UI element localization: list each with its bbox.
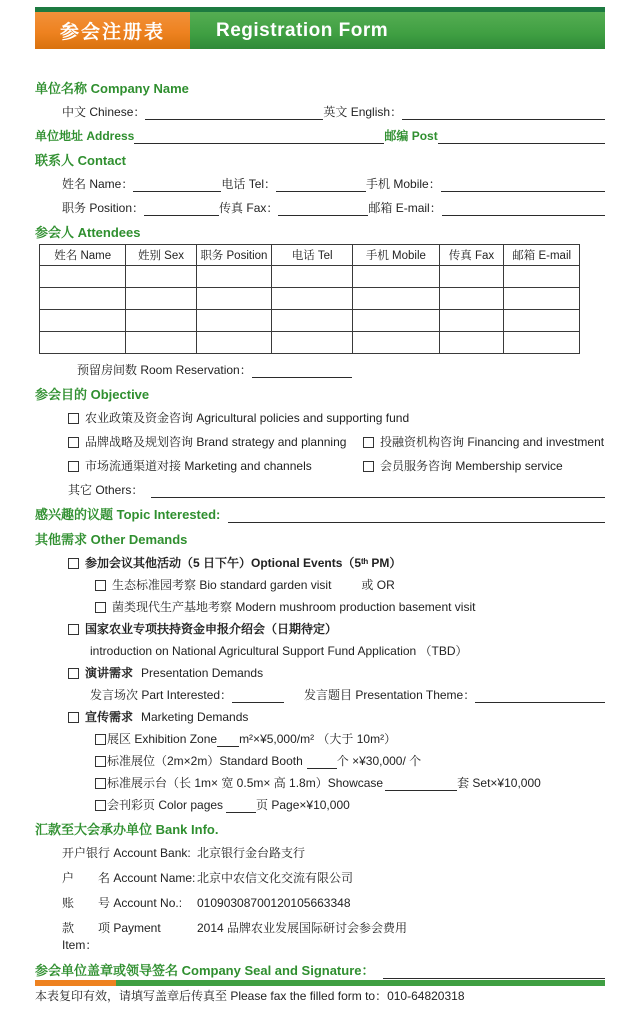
exhibition-zone-price: m²×¥5,000/m² （大于 10m²） — [239, 732, 397, 746]
address-line[interactable] — [134, 130, 384, 144]
company-seal-signature-line[interactable] — [383, 965, 606, 979]
attendees-column-header: 姓别 Sex — [126, 245, 196, 266]
presentation-demands-label-en: Presentation Demands — [141, 666, 264, 680]
presentation-demands-label-cn: 演讲需求 — [85, 666, 134, 680]
attendees-cell[interactable] — [126, 266, 196, 288]
address-label: 单位地址 Address — [35, 129, 135, 143]
standard-booth-price: 个 ×¥30,000/ 个 — [336, 754, 422, 768]
post-label: 邮编 Post — [384, 129, 438, 143]
attendees-cell[interactable] — [126, 310, 196, 332]
part-interested-label: 发言场次 Part Interested： — [90, 688, 233, 702]
attendees-cell[interactable] — [272, 332, 353, 354]
footer-orange-segment — [35, 980, 116, 986]
mushroom-visit-label: 菌类现代生产基地考察 Modern mushroom production basement visit — [112, 600, 476, 614]
others-label: 其它 Others： — [68, 483, 144, 497]
attendees-column-header: 姓名 Name — [40, 245, 126, 266]
section-other-demands — [35, 532, 605, 813]
attendees-cell[interactable] — [196, 332, 272, 354]
contact-tel-label: 电话 Tel： — [221, 177, 277, 191]
attendees-cell[interactable] — [439, 288, 504, 310]
checkbox-marketing-demands[interactable] — [68, 712, 79, 723]
attendees-cell[interactable] — [504, 266, 580, 288]
checkbox-showcase[interactable] — [95, 778, 106, 789]
or-label: 或 OR — [361, 578, 395, 592]
attendees-cell[interactable] — [353, 266, 439, 288]
contact-mobile-line[interactable] — [441, 178, 605, 192]
attendees-column-header: 电话 Tel — [272, 245, 353, 266]
contact-position-line[interactable] — [144, 202, 219, 216]
topic-interested-label: 感兴趣的议题 Topic Interested: — [35, 507, 221, 522]
form-header — [35, 12, 605, 49]
section-heading-contact: 联系人 Contact — [35, 153, 127, 168]
form-title-cn: 参会注册表 — [35, 12, 190, 49]
contact-mobile-label: 手机 Mobile： — [366, 177, 441, 191]
marketing-demands-label-en: Marketing Demands — [141, 710, 249, 724]
attendees-cell[interactable] — [504, 288, 580, 310]
checkbox-membership[interactable] — [363, 461, 374, 472]
attendees-row — [40, 288, 580, 310]
section-objective — [35, 387, 605, 498]
showcase-line[interactable] — [385, 777, 457, 791]
section-fax-note — [35, 988, 605, 1004]
section-topic — [35, 507, 605, 523]
national-fund-intro-label-cn: 国家农业专项扶持资金申报介绍会（日期待定） — [85, 622, 338, 636]
attendees-cell[interactable] — [196, 266, 272, 288]
option-financing: 投融资机构咨询 Financing and investment — [380, 435, 605, 449]
account-name-value: 北京中农信文化交流有限公司 — [197, 871, 354, 885]
room-reservation-label: 预留房间数 Room Reservation： — [77, 363, 252, 377]
checkbox-financing[interactable] — [363, 437, 374, 448]
attendees-cell[interactable] — [196, 288, 272, 310]
attendees-cell[interactable] — [439, 332, 504, 354]
option-marketing-channels: 市场流通渠道对接 Marketing and channels — [85, 459, 312, 473]
presentation-theme-label: 发言题目 Presentation Theme： — [304, 688, 476, 702]
section-heading-objective: 参会目的 Objective — [35, 387, 150, 402]
attendees-column-header: 邮箱 E-mail — [504, 245, 580, 266]
attendees-cell[interactable] — [40, 288, 126, 310]
english-name-line[interactable] — [402, 106, 605, 120]
option-brand-strategy: 品牌战略及规划咨询 Brand strategy and planning — [85, 435, 347, 449]
exhibition-zone-label: 展区 Exhibition Zone — [107, 732, 218, 746]
contact-email-label: 邮箱 E-mail： — [368, 201, 442, 215]
attendees-cell[interactable] — [353, 288, 439, 310]
presentation-theme-line[interactable] — [475, 689, 605, 703]
account-name-label: 户 名 Account Name: — [62, 871, 196, 885]
option-agri-policies: 农业政策及资金咨询 Agricultural policies and supporting fund — [85, 411, 410, 425]
section-company — [35, 81, 605, 144]
exhibition-zone-line[interactable] — [217, 733, 239, 747]
checkbox-exhibition-zone[interactable] — [95, 734, 106, 745]
attendees-cell[interactable] — [126, 288, 196, 310]
payment-item-value: 2014 品牌农业发展国际研讨会参会费用 — [197, 921, 408, 935]
section-heading-company: 单位名称 Company Name — [35, 81, 189, 96]
attendees-cell[interactable] — [40, 266, 126, 288]
checkbox-optional-events[interactable] — [68, 558, 79, 569]
checkbox-mushroom-visit[interactable] — [95, 602, 106, 613]
standard-booth-line[interactable] — [307, 755, 337, 769]
checkbox-agri-policies[interactable] — [68, 413, 79, 424]
topic-interested-line[interactable] — [228, 509, 605, 523]
color-pages-price: 页 Page×¥10,000 — [256, 798, 350, 812]
section-signature — [35, 963, 605, 979]
attendees-cell[interactable] — [196, 310, 272, 332]
attendees-column-header: 手机 Mobile — [353, 245, 439, 266]
attendees-row — [40, 332, 580, 354]
english-name-label: 英文 English： — [323, 105, 403, 119]
account-bank-label: 开户银行 Account Bank: — [62, 846, 191, 860]
attendees-column-header: 传真 Fax — [439, 245, 504, 266]
form-title-en: Registration Form — [190, 12, 605, 49]
attendees-cell[interactable] — [439, 266, 504, 288]
section-heading-bank-info: 汇款至大会承办单位 Bank Info. — [35, 822, 219, 837]
contact-email-line[interactable] — [442, 202, 605, 216]
checkbox-marketing-channels[interactable] — [68, 461, 79, 472]
chinese-name-line[interactable] — [145, 106, 323, 120]
attendees-cell[interactable] — [40, 332, 126, 354]
section-heading-other-demands: 其他需求 Other Demands — [35, 532, 188, 547]
attendees-table — [39, 244, 580, 354]
section-heading-attendees: 参会人 Attendees — [35, 225, 141, 240]
registration-form-page — [35, 7, 605, 1012]
marketing-demands-label-cn: 宣传需求 — [85, 710, 134, 724]
room-reservation-line[interactable] — [252, 364, 352, 378]
contact-fax-line[interactable] — [278, 202, 368, 216]
checkbox-standard-booth[interactable] — [95, 756, 106, 767]
checkbox-color-pages[interactable] — [95, 800, 106, 811]
attendees-cell[interactable] — [353, 310, 439, 332]
contact-name-line[interactable] — [133, 178, 221, 192]
checkbox-national-fund-intro[interactable] — [68, 624, 79, 635]
checkbox-bio-garden-visit[interactable] — [95, 580, 106, 591]
part-interested-line[interactable] — [232, 689, 284, 703]
attendees-column-header: 职务 Position — [196, 245, 272, 266]
post-line[interactable] — [438, 130, 605, 144]
checkbox-presentation-demands[interactable] — [68, 668, 79, 679]
attendees-cell[interactable] — [272, 288, 353, 310]
contact-tel-line[interactable] — [276, 178, 366, 192]
color-pages-line[interactable] — [226, 799, 256, 813]
attendees-cell[interactable] — [439, 310, 504, 332]
attendees-cell[interactable] — [126, 332, 196, 354]
showcase-price: 套 Set×¥10,000 — [457, 776, 541, 790]
contact-name-label: 姓名 Name： — [62, 177, 134, 191]
attendees-cell[interactable] — [272, 310, 353, 332]
attendees-cell[interactable] — [504, 332, 580, 354]
section-contact — [35, 153, 605, 216]
footer-accent-bar — [35, 980, 605, 986]
attendees-cell[interactable] — [272, 266, 353, 288]
color-pages-label: 会刊彩页 Color pages — [107, 798, 224, 812]
section-attendees — [35, 225, 605, 378]
checkbox-brand-strategy[interactable] — [68, 437, 79, 448]
attendees-cell[interactable] — [504, 310, 580, 332]
optional-events-label-cn: 参加会议其他活动（5 日下午） — [85, 556, 252, 570]
company-seal-signature-label: 参会单位盖章或领导签名 Company Seal and Signature： — [35, 963, 375, 978]
account-no-label: 账 号 Account No.: — [62, 896, 183, 910]
payment-item-label: 款 项 Payment Item： — [62, 921, 161, 952]
fax-note-text: 本表复印有效，请填写盖章后传真至 Please fax the filled form to： — [35, 989, 388, 1003]
section-bank-info — [35, 822, 605, 954]
contact-position-label: 职务 Position： — [62, 201, 145, 215]
chinese-name-label: 中文 Chinese： — [62, 105, 146, 119]
option-membership: 会员服务咨询 Membership service — [380, 459, 563, 473]
standard-booth-label: 标准展位（2m×2m）Standard Booth — [107, 754, 303, 768]
contact-fax-label: 传真 Fax： — [219, 201, 279, 215]
national-fund-intro-label-en: introduction on National Agricultural Support Fund Application （TBD） — [90, 644, 468, 658]
optional-events-label-en: Optional Events（5ᵗʰ PM） — [251, 556, 402, 570]
showcase-label: 标准展示台（长 1m× 宽 0.5m× 高 1.8m）Showcase — [107, 776, 384, 790]
account-no-value: 01090308700120105663348 — [197, 896, 351, 910]
attendees-row — [40, 266, 580, 288]
fax-number: 010-64820318 — [387, 989, 465, 1003]
attendees-row — [40, 310, 580, 332]
bio-garden-visit-label: 生态标准园考察 Bio standard garden visit — [112, 578, 332, 592]
footer-green-segment — [116, 980, 605, 986]
others-line[interactable] — [151, 484, 605, 498]
attendees-cell[interactable] — [353, 332, 439, 354]
attendees-cell[interactable] — [40, 310, 126, 332]
account-bank-value: 北京银行金台路支行 — [197, 846, 306, 860]
